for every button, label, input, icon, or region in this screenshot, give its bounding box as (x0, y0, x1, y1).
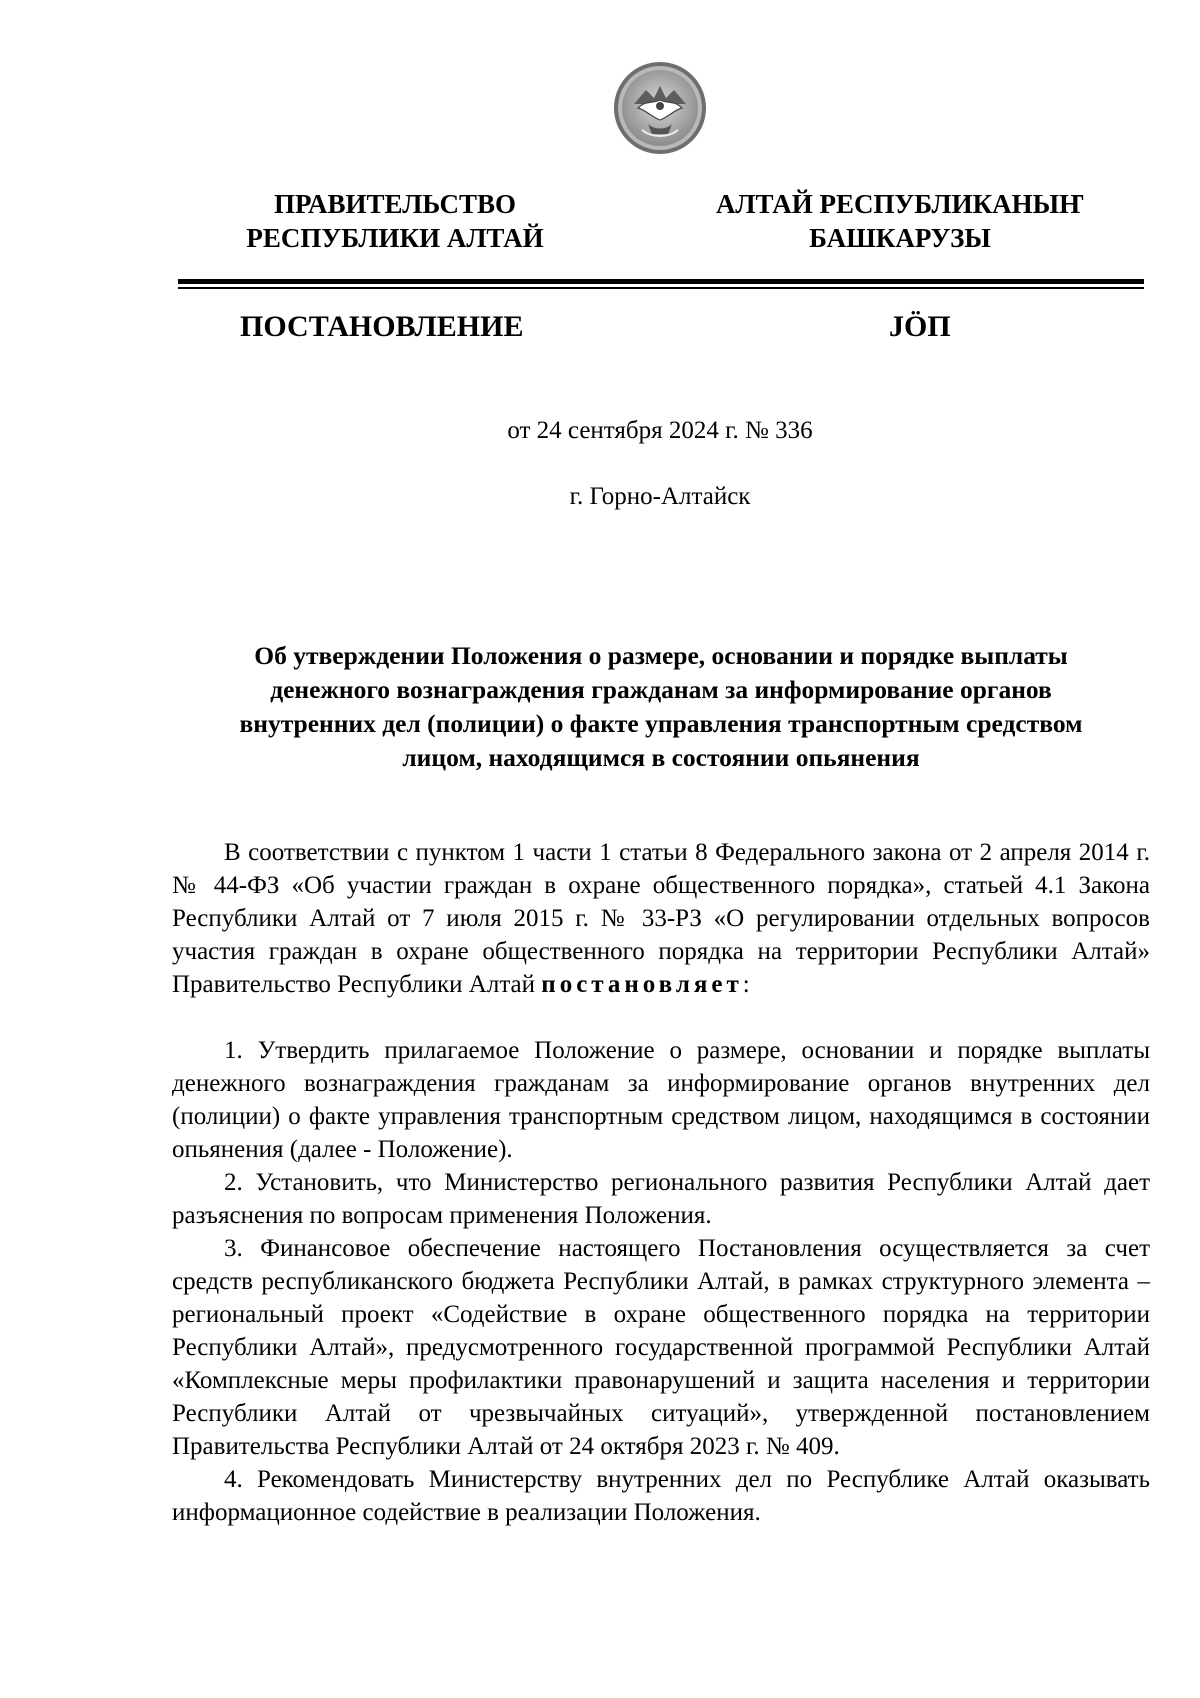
decree-body (172, 836, 1150, 1529)
resolves-suffix: : (742, 971, 750, 998)
decree-title-line2: денежного вознаграждения гражданам за информирование органов (270, 675, 1052, 704)
government-name-line1: ПРАВИТЕЛЬСТВО (273, 189, 517, 219)
decree-city: г. Горно-Алтайск (569, 483, 751, 510)
government-name-russian (185, 187, 605, 255)
altai-republic-emblem-icon (612, 60, 708, 156)
item-1-paragraph: 1. Утвердить прилагаемое Положение о размере, основании и порядке выплаты денежного вознаграждения гражданам за информирование органов внутренних дел (полиции) о факте управления транспортным средством лицом, находящимся в состоянии опьянения (далее - Положение). (172, 1037, 1150, 1163)
preamble-text: В соответствии с пунктом 1 части 1 статьи 8 Федерального закона от 2 апреля 2014 г. № 44-ФЗ «Об участии граждан в охране общественного порядка», статьей 4.1 Закона Республики Алтай от 7 июля 2015 г. № 33-РЗ «О регулировании отдельных вопросов участия граждан в охране общественного порядка на территории Республики Алтай» Правительство Республики Алтай (172, 839, 1150, 998)
item-2-paragraph: 2. Установить, что Министерство регионального развития Республики Алтай дает разъяснения по вопросам применения Положения. (172, 1169, 1150, 1229)
government-name-altai-line2: БАШКАРУЗЫ (809, 223, 991, 253)
item-3-paragraph: 3. Финансовое обеспечение настоящего Постановления осуществляется за счет средств республиканского бюджета Республики Алтай, в рамках структурного элемента – региональный проект «Содействие в охране общественного порядка на территории Республики Алтай», предусмотренного государственной программой Республики Алтай «Комплексные меры профилактики правонарушений и защита населения и территории Республики Алтай от чрезвычайных ситуаций», утвержденной постановлением Правительства Республики Алтай от 24 октября 2023 г. № 409. (172, 1235, 1150, 1460)
header-divider-thin (178, 287, 1144, 289)
decree-title (178, 639, 1144, 775)
preamble-paragraph (172, 836, 1150, 1001)
government-name-line2: РЕСПУБЛИКИ АЛТАЙ (246, 223, 544, 253)
item-4-paragraph: 4. Рекомендовать Министерству внутренних дел по Республике Алтай оказывать информационное содействие в реализации Положения. (172, 1466, 1150, 1526)
header-divider-thick (178, 279, 1144, 284)
government-name-altai (690, 187, 1110, 255)
decree-label-altai: JӦП (889, 310, 951, 343)
decree-title-line4: лицом, находящимся в состоянии опьянения (402, 743, 920, 772)
government-name-altai-line1: АЛТАЙ РЕСПУБЛИКАНЫҤ (715, 189, 1085, 219)
decree-title-line3: внутренних дел (полиции) о факте управления транспортным средством (239, 709, 1083, 738)
decree-label-russian: ПОСТАНОВЛЕНИЕ (240, 310, 524, 343)
decree-date-number: от 24 сентября 2024 г. № 336 (507, 417, 813, 444)
decree-title-line1: Об утверждении Положения о размере, основании и порядке выплаты (254, 641, 1068, 670)
resolves-word: постановляет (541, 971, 743, 998)
